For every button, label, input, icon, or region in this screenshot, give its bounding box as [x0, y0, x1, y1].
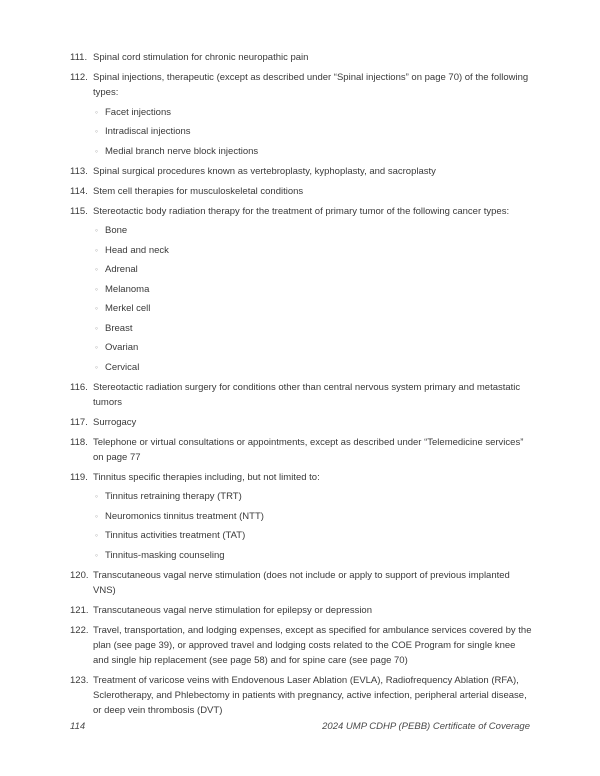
sub-bullet-item [93, 489, 532, 504]
list-item [70, 380, 532, 410]
sub-bullet-text: Cervical [105, 361, 140, 373]
item-text: Spinal cord stimulation for chronic neuropathic pain [93, 52, 309, 63]
item-number: 113. [70, 165, 88, 177]
list-item [70, 50, 532, 65]
bullet-icon: ◦ [95, 361, 99, 372]
sub-bullet-text: Tinnitus-masking counseling [105, 549, 225, 561]
list-item [70, 184, 532, 199]
sub-bullet-text: Facet injections [105, 106, 172, 118]
bullet-icon: ◦ [95, 264, 99, 274]
item-number: 121. [70, 604, 89, 616]
bullet-icon: ◦ [95, 283, 99, 294]
sub-bullet-item [93, 262, 532, 277]
item-body [93, 184, 532, 199]
item-text: Stereotactic radiation surgery for conditions other than central nervous system primary and metastatic tumors [93, 381, 521, 408]
item-number: 120. [70, 569, 89, 581]
item-number: 119. [70, 471, 88, 483]
list-item [70, 70, 532, 159]
list-item [70, 470, 532, 563]
item-number: 117. [70, 416, 88, 428]
item-text: Transcutaneous vagal nerve stimulation (does not include or apply to support of previous implanted VNS) [93, 569, 510, 596]
document-title: 2024 UMP CDHP (PEBB) Certificate of Coverage [322, 721, 530, 732]
item-text: Tinnitus specific therapies including, but not limited to: [93, 471, 320, 483]
item-body [93, 50, 532, 65]
item-number: 123. [70, 674, 89, 686]
item-body [93, 568, 532, 598]
item-number: 111. [70, 52, 88, 63]
list-item [70, 435, 532, 465]
item-text: Spinal surgical procedures known as vertebroplasty, kyphoplasty, and sacroplasty [93, 165, 436, 177]
item-text: Telephone or virtual consultations or appointments, except as described under “Telemedicine services” on page 77 [93, 436, 524, 463]
bullet-icon: ◦ [95, 510, 99, 521]
sub-bullet-text: Melanoma [105, 283, 150, 295]
item-body [93, 415, 532, 430]
item-text: Spinal injections, therapeutic (except as described under “Spinal injections” on page 70) of the following types: [93, 72, 529, 98]
item-body [93, 70, 532, 159]
item-text: Travel, transportation, and lodging expenses, except as specified for ambulance services covered by the plan (see page 39), or approved travel and lodging costs related to the COE Program for single knee and single hip replacement (see page 58) and for spine care (see page 70) [93, 624, 532, 666]
bullet-icon: ◦ [95, 126, 99, 136]
item-text: Transcutaneous vagal nerve stimulation for epilepsy or depression [93, 604, 372, 616]
sub-bullet-text: Bone [105, 225, 128, 236]
sub-bullet-item [93, 105, 532, 120]
list-item [70, 673, 532, 718]
sub-bullet-text: Tinnitus activities treatment (TAT) [105, 530, 246, 541]
list-item [70, 603, 532, 618]
sub-bullet-text: Merkel cell [105, 303, 151, 314]
item-text: Stem cell therapies for musculoskeletal conditions [93, 185, 304, 197]
bullet-icon: ◦ [95, 303, 99, 313]
list-item [70, 204, 532, 375]
sub-bullet-item [93, 243, 532, 258]
sub-bullet-text: Breast [105, 322, 133, 334]
sub-bullet-text: Adrenal [105, 264, 138, 275]
bullet-icon: ◦ [95, 106, 99, 117]
item-body [93, 435, 532, 465]
item-number: 118. [70, 436, 88, 448]
sub-bullet-list [93, 489, 532, 563]
item-body [93, 603, 532, 618]
sub-bullet-item [93, 301, 532, 316]
bullet-icon: ◦ [95, 322, 99, 333]
bullet-icon: ◦ [95, 145, 99, 156]
item-text: Treatment of varicose veins with Endovenous Laser Ablation (EVLA), Radiofrequency Ablation (RFA), Sclerotherapy, and Phlebectomy in patients with pregnancy, active infection, peripheral arterial disease, or deep vein thrombosis (DVT) [93, 674, 527, 716]
sub-bullet-item [93, 223, 532, 238]
sub-bullet-text: Intradiscal injections [105, 126, 191, 137]
sub-bullet-list [93, 105, 532, 159]
sub-bullet-item [93, 548, 532, 563]
sub-bullet-item [93, 144, 532, 159]
sub-bullet-text: Head and neck [105, 244, 169, 256]
item-body [93, 623, 532, 668]
bullet-icon: ◦ [95, 225, 99, 235]
list-item [70, 164, 532, 179]
bullet-icon: ◦ [95, 244, 99, 255]
item-text: Stereotactic body radiation therapy for the treatment of primary tumor of the following cancer types: [93, 205, 510, 217]
sub-bullet-item [93, 124, 532, 139]
item-number: 116. [70, 381, 88, 393]
item-body [93, 470, 532, 563]
item-body [93, 164, 532, 179]
exclusions-list [70, 50, 532, 723]
item-number: 115. [70, 205, 88, 217]
bullet-icon: ◦ [95, 549, 99, 560]
sub-bullet-text: Neuromonics tinnitus treatment (NTT) [105, 510, 264, 522]
sub-bullet-text: Tinnitus retraining therapy (TRT) [105, 491, 242, 502]
item-body [93, 673, 532, 718]
item-body [93, 204, 532, 375]
item-number: 112. [70, 72, 88, 83]
bullet-icon: ◦ [95, 530, 99, 540]
bullet-icon: ◦ [95, 491, 99, 501]
sub-bullet-text: Ovarian [105, 342, 139, 353]
sub-bullet-item [93, 528, 532, 543]
sub-bullet-text: Medial branch nerve block injections [105, 145, 259, 157]
item-number: 114. [70, 185, 88, 197]
page-footer [70, 720, 530, 734]
item-number: 122. [70, 624, 89, 636]
sub-bullet-item [93, 321, 532, 336]
item-body [93, 380, 532, 410]
list-item [70, 568, 532, 598]
sub-bullet-item [93, 340, 532, 355]
sub-bullet-list [93, 223, 532, 375]
list-item [70, 623, 532, 668]
sub-bullet-item [93, 509, 532, 524]
bullet-icon: ◦ [95, 342, 99, 352]
item-text: Surrogacy [93, 416, 137, 428]
page-number: 114 [70, 721, 86, 732]
sub-bullet-item [93, 282, 532, 297]
list-item [70, 415, 532, 430]
sub-bullet-item [93, 360, 532, 375]
